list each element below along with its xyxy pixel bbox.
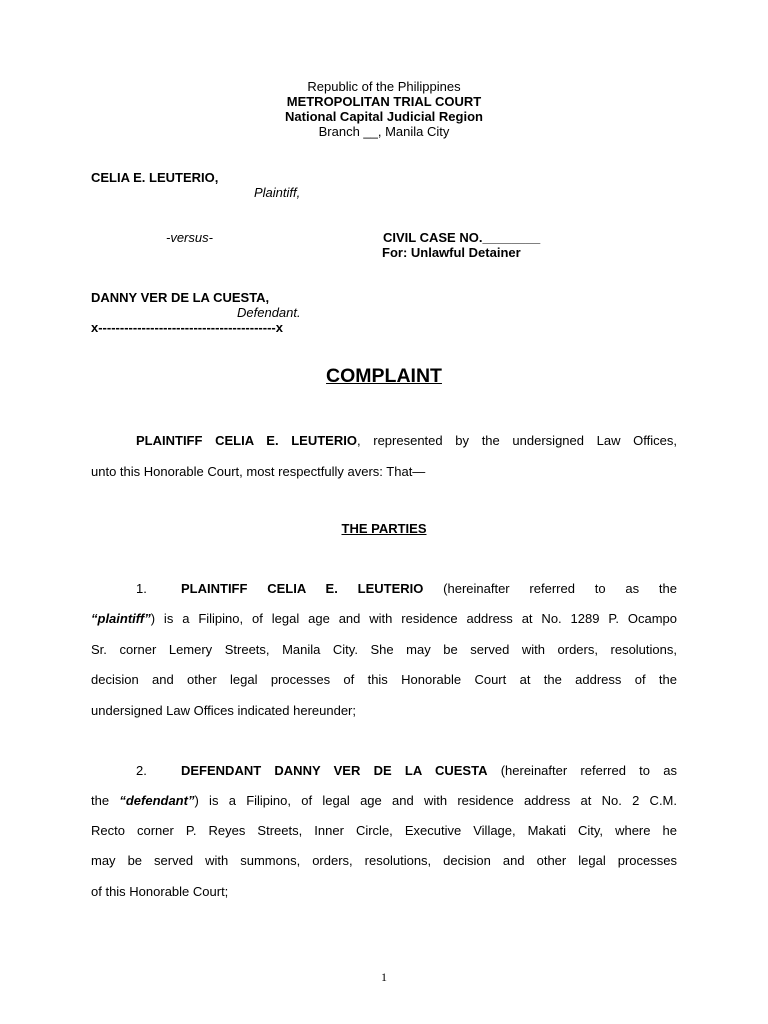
para2-line-4: may be served with summons, orders, resolutions, decision and other legal processes	[91, 853, 677, 868]
plaintiff-role: Plaintiff,	[254, 185, 301, 200]
para2-defendant-lead: DEFENDANT DANNY VER DE LA CUESTA	[181, 763, 488, 778]
defendant-role: Defendant.	[237, 305, 301, 320]
para1-line-1-rest: (hereinafter referred to as the	[423, 581, 677, 596]
para2-line-2	[91, 792, 677, 809]
section-heading-parties: THE PARTIES	[341, 521, 427, 536]
header-court: METROPOLITAN TRIAL COURT	[286, 94, 482, 109]
para2-line-1-rest: (hereinafter referred to as	[487, 763, 677, 778]
document-title: COMPLAINT	[326, 365, 442, 387]
para1-line-5: undersigned Law Offices indicated hereunder;	[91, 703, 356, 718]
intro-line-1	[91, 432, 677, 449]
para1-plaintiff-lead: PLAINTIFF CELIA E. LEUTERIO	[181, 581, 424, 596]
defendant-name: DANNY VER DE LA CUESTA,	[91, 290, 270, 305]
para2-line-5: of this Honorable Court;	[91, 884, 229, 899]
header-region: National Capital Judicial Region	[285, 109, 483, 124]
para2-defendant-term: “defendant”	[119, 793, 195, 808]
para1-line-4: decision and other legal processes of this Honorable Court at the address of the	[91, 672, 677, 687]
versus-label: -versus-	[166, 230, 213, 245]
page-number: 1	[381, 970, 387, 984]
case-type: For: Unlawful Detainer	[382, 245, 521, 260]
para1-line-3: Sr. corner Lemery Streets, Manila City. She may be served with orders, resolutions,	[91, 642, 677, 657]
header-republic: Republic of the Philippines	[307, 79, 461, 94]
para2-line-2-pre: the	[91, 793, 120, 808]
para1-line-2-rest: ) is a Filipino, of legal age and with residence address at No. 1289 P. Ocampo	[150, 611, 677, 626]
para2-line-2-rest: ) is a Filipino, of legal age and with residence address at No. 2 C.M.	[194, 793, 677, 808]
para1-line-2	[91, 610, 677, 627]
para2-line-1	[91, 762, 677, 779]
para2-number: 2.	[136, 763, 147, 778]
intro-line-2: unto this Honorable Court, most respectfully avers: That—	[91, 464, 426, 479]
intro-line-1-rest: , represented by the undersigned Law Offices,	[356, 433, 678, 448]
para1-line-1	[91, 580, 677, 597]
intro-plaintiff-lead: PLAINTIFF CELIA E. LEUTERIO	[136, 433, 357, 448]
plaintiff-name: CELIA E. LEUTERIO,	[91, 170, 219, 185]
header-branch: Branch __, Manila City	[318, 124, 450, 139]
para1-plaintiff-term: “plaintiff”	[91, 611, 151, 626]
case-number: CIVIL CASE NO.________	[383, 230, 541, 245]
para2-line-3: Recto corner P. Reyes Streets, Inner Circle, Executive Village, Makati City, where he	[91, 823, 677, 838]
caption-separator: x-----------------------------------------x	[91, 320, 283, 335]
para1-number: 1.	[136, 581, 147, 596]
